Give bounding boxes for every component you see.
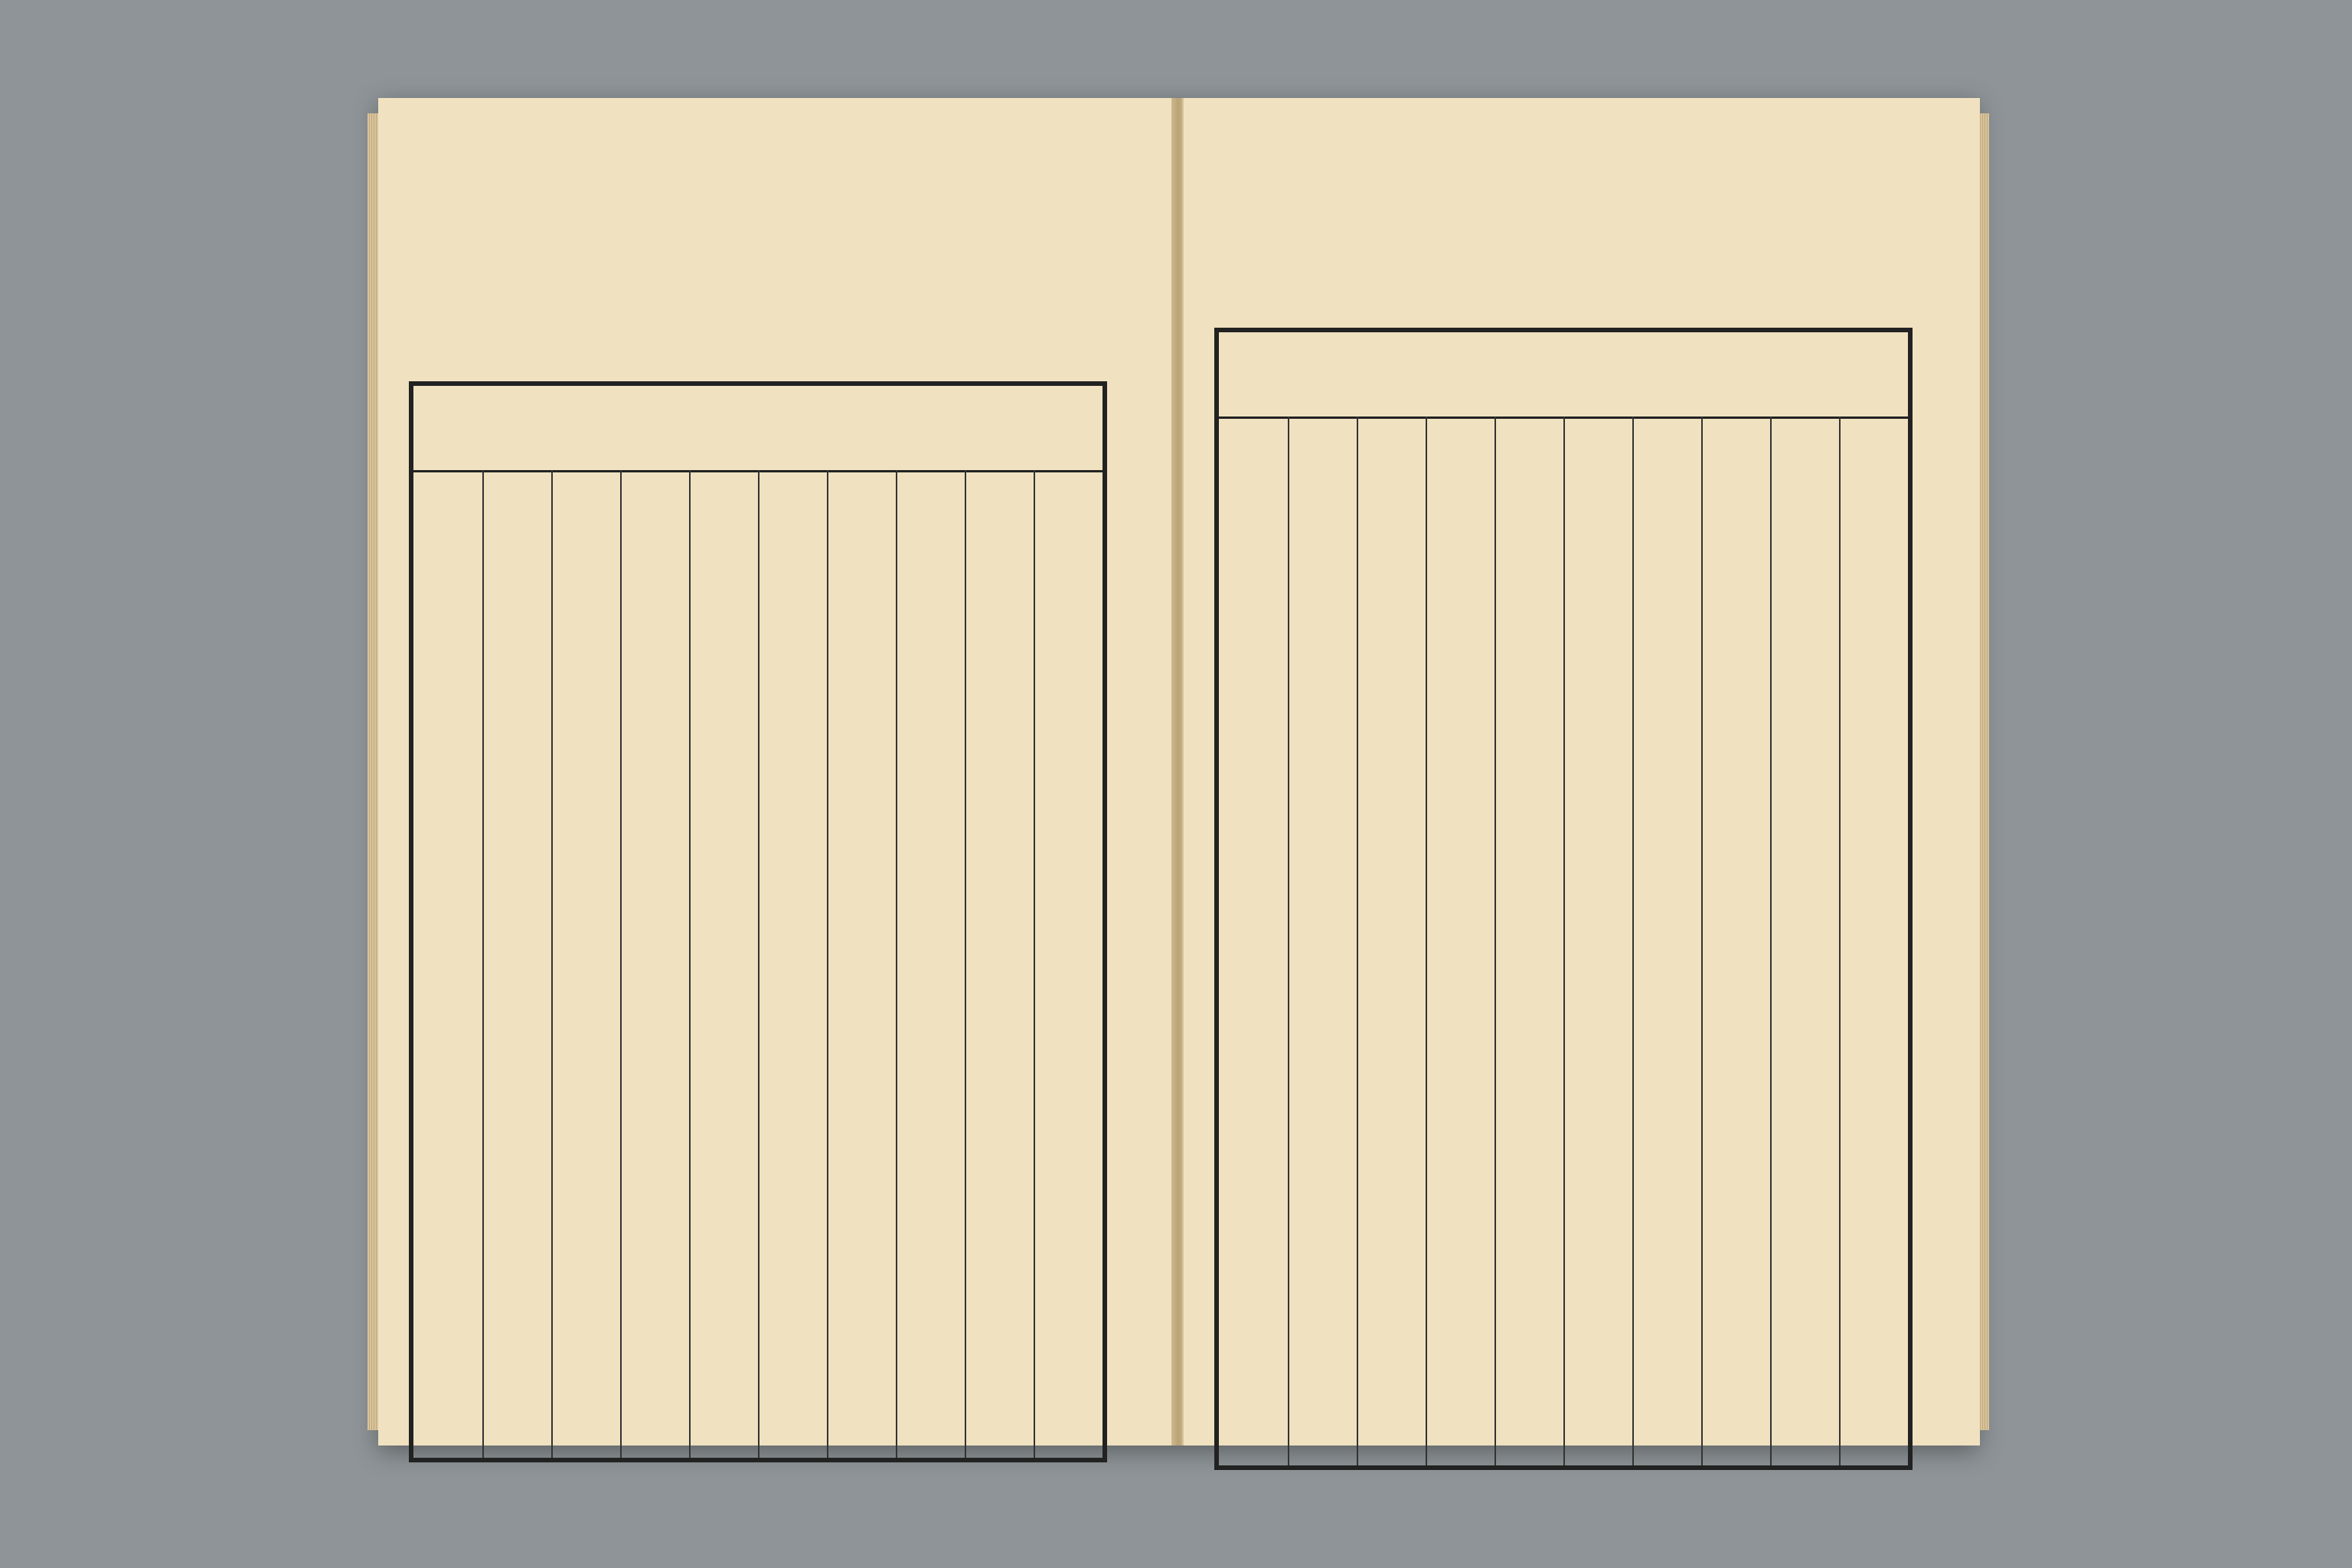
- column-rule: [482, 470, 484, 1458]
- column-rule: [1770, 416, 1772, 1465]
- column-rule: [758, 470, 760, 1458]
- left-page-frame: [409, 381, 1107, 1462]
- page-edge-right: [1978, 113, 1989, 1430]
- column-rule: [965, 470, 966, 1458]
- column-rule: [827, 470, 828, 1458]
- column-rule: [1701, 416, 1703, 1465]
- column-rule: [1034, 470, 1035, 1458]
- column-rule: [1494, 416, 1496, 1465]
- right-page-frame: [1214, 328, 1913, 1470]
- left-page: [378, 98, 1176, 1446]
- column-rule: [1839, 416, 1841, 1465]
- column-rule: [620, 470, 622, 1458]
- column-rule: [1563, 416, 1565, 1465]
- column-rule: [551, 470, 553, 1458]
- column-rule: [689, 470, 691, 1458]
- right-page: [1182, 98, 1980, 1446]
- column-rule: [1426, 416, 1427, 1465]
- open-book: [378, 98, 1978, 1446]
- column-rule: [896, 470, 897, 1458]
- column-rule: [1632, 416, 1634, 1465]
- column-rule: [1288, 416, 1289, 1465]
- page-edge-left: [368, 113, 378, 1430]
- column-rule: [1357, 416, 1358, 1465]
